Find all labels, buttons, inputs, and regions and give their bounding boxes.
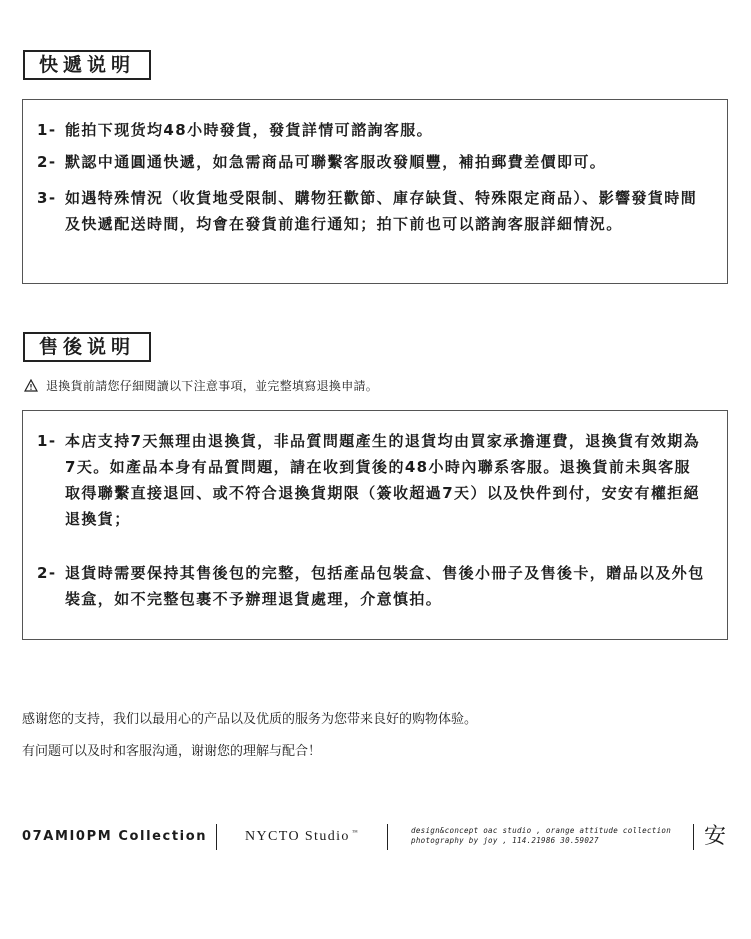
warning-triangle-icon xyxy=(24,379,38,396)
footer-logo-mark: 安 xyxy=(704,824,727,849)
footer-brand-studio-name: NYCTO Studio xyxy=(245,829,350,844)
after-sales-warning-text: 退換貨前請您仔細閱讀以下注意事項，並完整填寫退換申請。 xyxy=(46,379,379,393)
shipping-item-1-text: 能拍下现货均48小時發貨，發貨詳情可諮詢客服。 xyxy=(65,121,434,139)
shipping-item-2-number: 2- xyxy=(37,153,57,171)
shipping-info-box xyxy=(22,99,728,284)
footer-divider-2 xyxy=(387,824,388,850)
after-sales-item-2-number: 2- xyxy=(37,564,57,582)
shipping-section-title: 快遞说明 xyxy=(23,50,151,80)
shipping-item-2 xyxy=(37,149,707,175)
after-sales-info-box xyxy=(22,410,728,640)
footer-brand-studio xyxy=(245,829,359,845)
after-sales-item-1-number: 1- xyxy=(37,432,57,450)
shipping-item-3 xyxy=(37,185,707,237)
footer-divider-1 xyxy=(216,824,217,850)
after-sales-section-title: 售後说明 xyxy=(23,332,151,362)
after-sales-item-2-text: 退貨時需要保持其售後包的完整，包括產品包裝盒、售後小冊子及售後卡，贈品以及外包裝盒，如不完整包裹不予辦理退貨處理，介意慎拍。 xyxy=(65,564,705,608)
after-sales-item-1 xyxy=(37,428,707,532)
thanks-line-2: 有问题可以及时和客服沟通，谢谢您的理解与配合！ xyxy=(22,744,322,759)
after-sales-warning xyxy=(24,378,378,396)
shipping-item-3-text: 如遇特殊情況（收貨地受限制、購物狂歡節、庫存缺貨、特殊限定商品）、影響發貨時間及快遞配送時間，均會在發貨前進行通知；拍下前也可以諮詢客服詳細情況。 xyxy=(65,189,698,233)
footer-brand-collection: 07AMI0PM Collection xyxy=(22,829,208,844)
thanks-line-1: 感谢您的支持，我们以最用心的产品以及优质的服务为您带来良好的购物体验。 xyxy=(22,712,478,727)
footer-credits xyxy=(411,826,671,846)
shipping-item-1-number: 1- xyxy=(37,121,57,139)
footer-trademark-mark: ™ xyxy=(351,830,360,836)
after-sales-item-2 xyxy=(37,560,707,612)
shipping-item-3-number: 3- xyxy=(37,189,57,207)
footer-brand-bar xyxy=(0,820,751,860)
footer-credit-line-2: photography by joy , 114.21986 30.59027 xyxy=(411,836,599,845)
shipping-item-2-text: 默認中通圓通快遞，如急需商品可聯繫客服改發順豐，補拍郵費差價即可。 xyxy=(65,153,607,171)
after-sales-item-1-text: 本店支持7天無理由退換貨，非品質問題產生的退貨均由買家承擔運費，退換貨有效期為7天。如產品本身有品質問題，請在收到貨後的48小時內聯系客服。退換貨前未與客服取得聯繫直接退回、或不符合退換貨期限（簽收超過7天）以及快件到付，安安有權拒絕退換貨； xyxy=(65,432,701,528)
footer-credit-line-1: design&concept oac studio , orange attitude collection xyxy=(411,826,672,835)
shipping-item-1 xyxy=(37,117,707,143)
footer-divider-3 xyxy=(693,824,694,850)
